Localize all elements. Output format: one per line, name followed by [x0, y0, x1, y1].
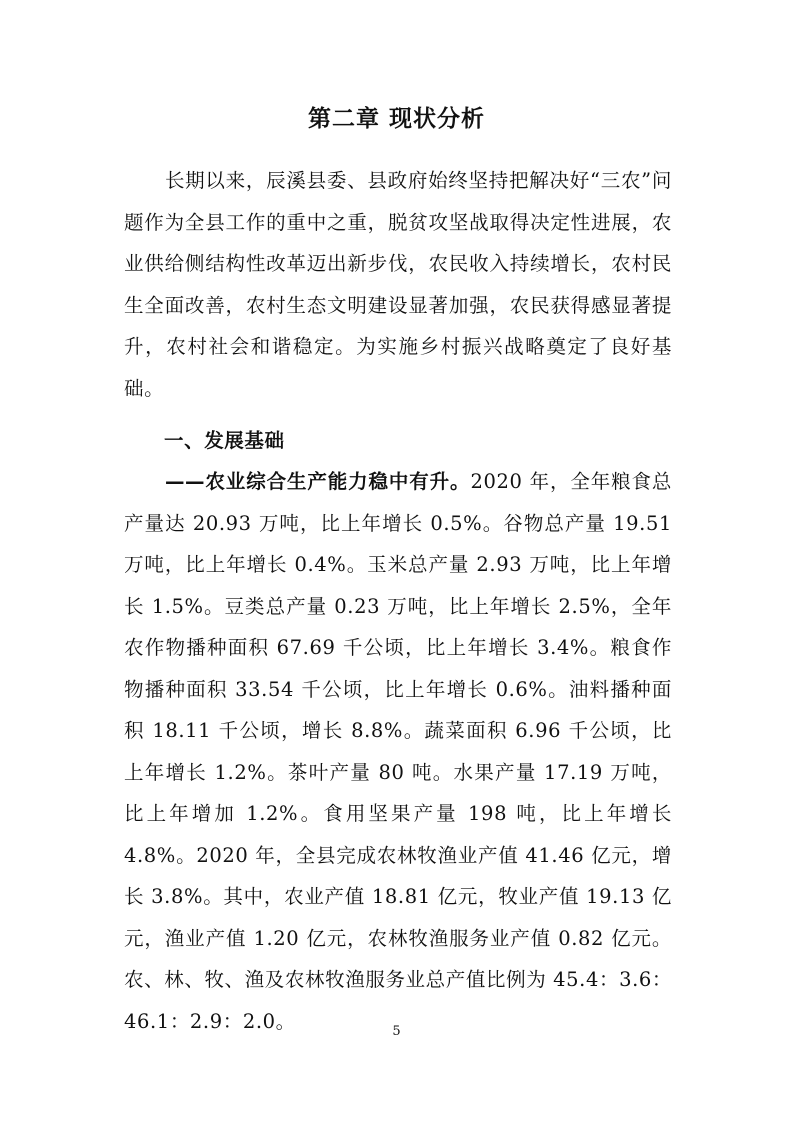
- page-number: 5: [392, 1024, 401, 1039]
- section-heading: 一、发展基础: [164, 429, 285, 452]
- chapter-title: 第二章 现状分析: [307, 106, 485, 132]
- intro-paragraph: 长期以来，辰溪县委、县政府始终坚持把解决好“三农”问题作为全县工作的重中之重，脱贫攻坚战取得决定性进展，农业供给侧结构性改革迈出新步伐，农民收入持续增长，农村民生全面改善，农村生态文明建设显著加强，农民获得感显著提升，农村社会和谐稳定。为实施乡村振兴战略奠定了良好基础。: [124, 169, 672, 400]
- paragraph-body: 2020 年，全年粮食总产量达 20.93 万吨，比上年增长 0.5%。谷物总产量 19.51 万吨，比上年增长 0.4%。玉米总产量 2.93 万吨，比上年增长 1.5%。豆类总产量 0.23 万吨，比上年增长 2.5%，全年农作物播种面积 67.69 千公顷，比上年增长 3.4%。粮食作物播种面积 33.54 千公顷，比上年增长 0.6%。油料播种面积 18.11 千公顷，增长 8.8%。蔬菜面积 6.96 千公顷，比上年增长 1.2%。茶叶产量 80 吨。水果产量 17.19 万吨，比上年增加 1.2%。食用坚果产量 198 吨，比上年增长 4.8%。2020 年，全县完成农林牧渔业产值 41.46 亿元，增长 3.8%。其中，农业产值 18.81 亿元，牧业产值 19.13 亿元，渔业产值 1.20 亿元，农林牧渔服务业产值 0.82 亿元。农、林、牧、渔及农林牧渔服务业总产值比例为 45.4：3.6：46.1：2.9：2.0。: [124, 470, 672, 1033]
- paragraph-lead: ——农业综合生产能力稳中有升。: [164, 470, 471, 493]
- agriculture-paragraph: [124, 461, 672, 1042]
